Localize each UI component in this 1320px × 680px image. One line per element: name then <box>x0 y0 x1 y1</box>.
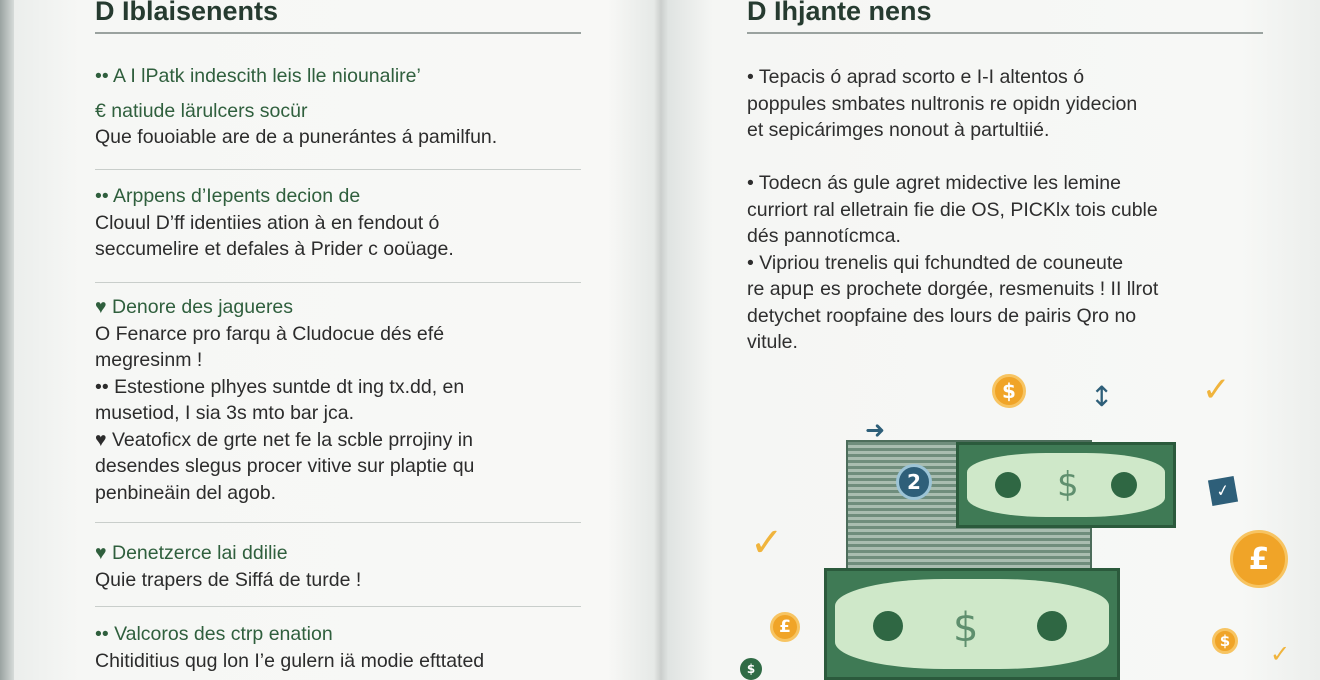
section-line: •• A I lPatk indescith leis lle niounalire’ <box>95 65 421 87</box>
check-icon: ✓ <box>1202 370 1231 410</box>
section-line: € natiude lärulcers socür <box>95 99 308 122</box>
check-icon: ✓ <box>750 520 784 566</box>
left-section-5 <box>95 621 581 674</box>
left-page <box>95 0 581 680</box>
number-coin-icon: 2 <box>896 464 932 500</box>
book-spine <box>654 0 668 680</box>
section-line: musetiod, I sia 3s mto bar jca. <box>95 402 355 424</box>
left-section-3 <box>95 294 581 506</box>
pound-coin-icon: £ <box>770 612 800 642</box>
money-illustration <box>740 360 1320 680</box>
right-page-heading: D Ihjante nens <box>747 0 932 26</box>
heading-divider <box>747 32 1263 34</box>
paragraph-line: vitule. <box>747 331 798 353</box>
dollar-symbol: $ <box>953 605 979 651</box>
section-line: •• Arppens d’Iepents decion de <box>95 185 361 207</box>
left-page-heading: D Iblaisenents <box>95 0 279 26</box>
paragraph-line: poppules smbates nultronis re opidn yidecion <box>747 92 1138 115</box>
section-divider <box>95 282 581 283</box>
paragraph-line: curriort ral elletrain fie die OS, PICKlx tois cuble <box>747 198 1158 221</box>
section-line: •• Valcoros des ctrp enation <box>95 623 333 645</box>
left-section-2 <box>95 183 581 263</box>
paragraph-line: • Tepacis ó aprad scorto e I-I altentos ó <box>747 66 1085 88</box>
section-divider <box>95 169 581 170</box>
right-paragraph-1 <box>747 64 1263 144</box>
section-line: megresinm ! <box>95 349 203 371</box>
section-divider <box>95 606 581 607</box>
left-section-1 <box>95 63 581 151</box>
section-line: O Fenarce pro farqu à Cludocue dés efé <box>95 322 445 345</box>
paragraph-line: • Vipriou trenelis qui fchundted de couneute <box>747 251 1124 274</box>
arrow-right-icon: ➜ <box>865 416 886 444</box>
section-line: Quie trapers de Siffá de turde ! <box>95 568 362 591</box>
section-line: ♥ Veatoficx de grte net fe la scble prrojiny in <box>95 428 473 451</box>
paragraph-line: re apuբ es prochete dorgée, resmenuits ! II llrot <box>747 278 1159 300</box>
dollar-coin-icon: $ <box>740 658 762 680</box>
dollar-coin-icon: $ <box>992 374 1026 408</box>
banknote-top <box>956 442 1176 528</box>
section-line: Chitiditius qug lon I’e gulern iä modie efttated <box>95 649 485 672</box>
section-line: Que fouoiable are de a punerántes á pamilfun. <box>95 126 498 148</box>
heading-divider <box>95 32 581 34</box>
paragraph-line: et sepicárimges nonout à partultiié. <box>747 119 1050 141</box>
section-line: •• Estestione plhyes suntde dt ing tx.dd, en <box>95 375 465 398</box>
check-icon: ✓ <box>1270 640 1291 668</box>
section-divider <box>95 522 581 523</box>
paragraph-line: detychet roopfaine des lours de pairis Qro no <box>747 304 1137 327</box>
page-edge <box>0 0 14 680</box>
paragraph-line: • Todecn ás gule agret midective les lemine <box>747 172 1121 194</box>
section-line: ♥ Denore des jagueres <box>95 296 294 318</box>
paragraph-line: dés pannotícmca. <box>747 225 901 247</box>
dollar-coin-icon: $ <box>1212 628 1238 654</box>
section-line: Clouul D’ff identiies ation à en fendout ó <box>95 211 440 234</box>
left-section-4 <box>95 540 581 593</box>
check-badge-icon: ✓ <box>1208 476 1238 506</box>
section-line: desendes slegus procer vitive sur plaptie qu <box>95 455 475 477</box>
arrow-updown-icon: ↕ <box>1090 380 1114 413</box>
dollar-symbol: $ <box>1057 465 1079 505</box>
pound-coin-icon: £ <box>1230 530 1288 588</box>
banknote-front <box>824 568 1120 680</box>
section-line: penbineäin del agob. <box>95 481 277 504</box>
right-paragraph-2 <box>747 170 1263 356</box>
section-line: ♥ Denetzerce lai ddilie <box>95 542 288 564</box>
section-line: seccumelire et defales à Prider c ooüage. <box>95 238 454 260</box>
